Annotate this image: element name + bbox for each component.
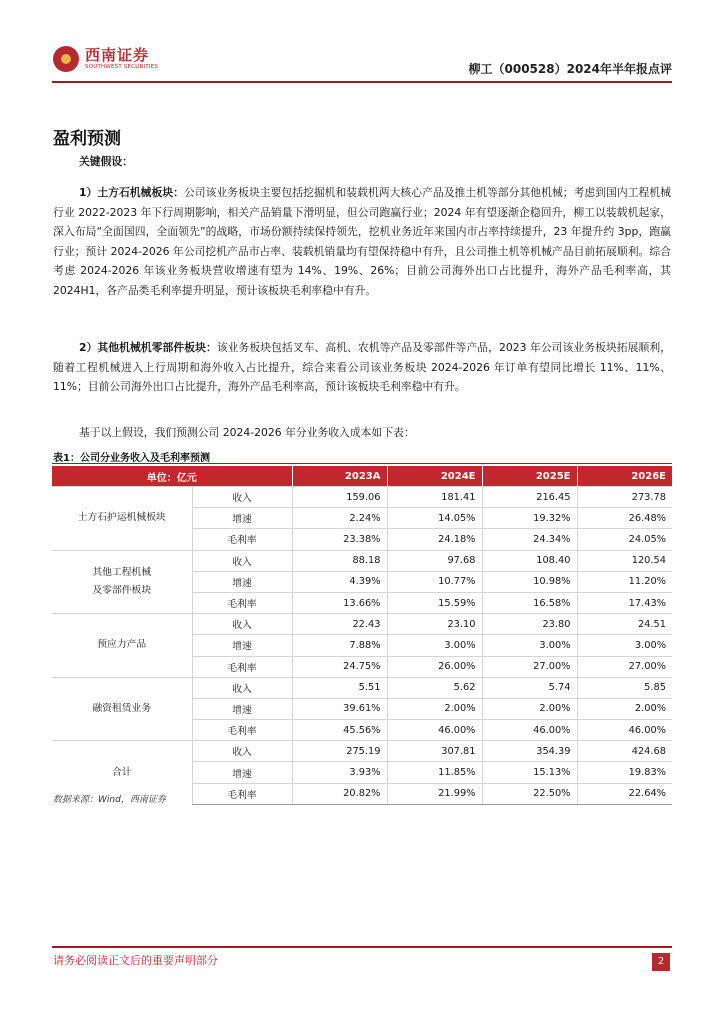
paragraph-earthmoving-body: 公司该业务板块主要包括挖掘机和装载机两大核心产品及推土机等部分其他机械；考虑到国内工程机械行业 2022-2023 年下行周期影响，相关产品销量下滑明显，但公司跑赢行业；2024 年有望逐渐企稳回升，柳工以装载机起家，深入布局“全面国四，全面领先”的战略，市场份额持续保持领先，挖机业务近年来国内市占率持续提升，23 年提升约 3pp，跑赢行业；预计 2024-2026 年公司挖机产品市占率、装载机销量均有望保持稳中有升，且公司推土机等机械产品目前拓展顺利。综合考虑 2024-2026 年该业务板块营收增速有望为 14%、19%、26%；目前公司海外出口占比提升，海外产品毛利率高，其2024H1，各产品类毛利率提升明显，预计该板块毛利率稳中有升。 — [53, 186, 671, 297]
value-cell: 354.39 — [482, 741, 577, 762]
value-cell: 7.88% — [292, 635, 387, 656]
value-cell: 13.66% — [292, 592, 387, 613]
value-cell: 24.05% — [577, 529, 672, 550]
value-cell: 97.68 — [387, 550, 482, 571]
value-cell: 216.45 — [482, 487, 577, 508]
value-cell: 26.48% — [577, 508, 672, 529]
table-row — [52, 487, 672, 508]
value-cell: 24.18% — [387, 529, 482, 550]
value-cell: 4.39% — [292, 571, 387, 592]
metric-label: 收入 — [192, 677, 292, 698]
value-cell: 22.43 — [292, 614, 387, 635]
value-cell: 19.32% — [482, 508, 577, 529]
value-cell: 10.77% — [387, 571, 482, 592]
year-header: 2023A — [292, 466, 387, 487]
metric-label: 增速 — [192, 508, 292, 529]
unit-label: 单位：亿元 — [52, 466, 292, 487]
report-title: 柳工（000528）2024年半年报点评 — [468, 62, 672, 76]
forecast-table — [52, 466, 672, 805]
metric-label: 毛利率 — [192, 656, 292, 677]
section-title: 盈利预测 — [53, 129, 121, 149]
logo-text-en: SOUTHWEST SECURITIES — [85, 64, 159, 70]
value-cell: 23.38% — [292, 529, 387, 550]
metric-label: 收入 — [192, 550, 292, 571]
value-cell: 15.59% — [387, 592, 482, 613]
value-cell: 159.06 — [292, 487, 387, 508]
segment-name: 土方石护运机械板块 — [52, 487, 192, 551]
year-header: 2026E — [577, 466, 672, 487]
value-cell: 20.82% — [292, 783, 387, 804]
value-cell: 21.99% — [387, 783, 482, 804]
value-cell: 17.43% — [577, 592, 672, 613]
page-number: 2 — [652, 953, 670, 971]
table-body — [52, 487, 672, 805]
value-cell: 2.00% — [577, 698, 672, 719]
value-cell: 3.00% — [482, 635, 577, 656]
year-header: 2025E — [482, 466, 577, 487]
footer-divider — [52, 946, 672, 948]
value-cell: 46.00% — [387, 720, 482, 741]
value-cell: 307.81 — [387, 741, 482, 762]
paragraph-other-machinery-body: 该业务板块包括叉车、高机、农机等产品及零部件等产品，2023 年公司该业务板块拓展顺利，随着工程机械进入上行周期和海外收入占比提升，综合来看公司该业务板块 2024-2026 年订单有望同比增长 11%、11%、11%；目前公司海外出口占比提升，海外产品毛利率高，预计该板块毛利率稳中有升。 — [53, 341, 671, 393]
metric-label: 增速 — [192, 635, 292, 656]
value-cell: 2.00% — [387, 698, 482, 719]
value-cell: 14.05% — [387, 508, 482, 529]
paragraph-earthmoving — [53, 183, 671, 300]
table-caption: 表1：公司分业务收入及毛利率预测 — [53, 453, 210, 464]
metric-label: 毛利率 — [192, 720, 292, 741]
value-cell: 120.54 — [577, 550, 672, 571]
disclaimer: 请务必阅读正文后的重要声明部分 — [53, 954, 218, 967]
table-row — [52, 614, 672, 635]
value-cell: 27.00% — [482, 656, 577, 677]
value-cell: 22.50% — [482, 783, 577, 804]
value-cell: 26.00% — [387, 656, 482, 677]
segment-name: 预应力产品 — [52, 614, 192, 678]
value-cell: 5.85 — [577, 677, 672, 698]
value-cell: 275.19 — [292, 741, 387, 762]
segment-name: 其他工程机械 及零部件板块 — [52, 550, 192, 614]
value-cell: 3.00% — [577, 635, 672, 656]
value-cell: 11.85% — [387, 762, 482, 783]
company-logo — [53, 44, 163, 78]
value-cell: 24.51 — [577, 614, 672, 635]
metric-label: 收入 — [192, 741, 292, 762]
value-cell: 5.62 — [387, 677, 482, 698]
value-cell: 3.00% — [387, 635, 482, 656]
metric-label: 毛利率 — [192, 783, 292, 804]
table-row — [52, 677, 672, 698]
logo-emblem-icon — [53, 46, 79, 72]
value-cell: 11.20% — [577, 571, 672, 592]
value-cell: 23.10 — [387, 614, 482, 635]
year-header: 2024E — [387, 466, 482, 487]
table-caption-divider — [52, 463, 672, 464]
value-cell: 46.00% — [577, 720, 672, 741]
value-cell: 24.75% — [292, 656, 387, 677]
value-cell: 273.78 — [577, 487, 672, 508]
metric-label: 毛利率 — [192, 529, 292, 550]
value-cell: 5.74 — [482, 677, 577, 698]
value-cell: 2.00% — [482, 698, 577, 719]
segment-name: 合计 — [52, 741, 192, 805]
key-assumptions-label: 关键假设： — [79, 155, 133, 168]
value-cell: 3.93% — [292, 762, 387, 783]
paragraph-earthmoving-lead: 1）土方石机械板块： — [79, 186, 184, 199]
logo-text-cn: 西南证券 — [85, 46, 150, 64]
table-row — [52, 550, 672, 571]
metric-label: 收入 — [192, 487, 292, 508]
value-cell: 19.83% — [577, 762, 672, 783]
value-cell: 39.61% — [292, 698, 387, 719]
data-source: 数据来源：Wind，西南证券 — [53, 795, 166, 805]
value-cell: 181.41 — [387, 487, 482, 508]
value-cell: 88.18 — [292, 550, 387, 571]
paragraph-forecast-intro: 基于以上假设，我们预测公司 2024-2026 年分业务收入成本如下表： — [79, 426, 415, 439]
table-header-row — [52, 466, 672, 487]
value-cell: 424.68 — [577, 741, 672, 762]
metric-label: 增速 — [192, 571, 292, 592]
value-cell: 16.58% — [482, 592, 577, 613]
value-cell: 2.24% — [292, 508, 387, 529]
value-cell: 108.40 — [482, 550, 577, 571]
value-cell: 46.00% — [482, 720, 577, 741]
table-row — [52, 741, 672, 762]
metric-label: 增速 — [192, 762, 292, 783]
value-cell: 22.64% — [577, 783, 672, 804]
value-cell: 24.34% — [482, 529, 577, 550]
value-cell: 45.56% — [292, 720, 387, 741]
metric-label: 收入 — [192, 614, 292, 635]
value-cell: 10.98% — [482, 571, 577, 592]
metric-label: 毛利率 — [192, 592, 292, 613]
paragraph-other-machinery — [53, 338, 671, 397]
value-cell: 15.13% — [482, 762, 577, 783]
header-divider — [52, 81, 672, 83]
value-cell: 23.80 — [482, 614, 577, 635]
segment-name: 融资租赁业务 — [52, 677, 192, 741]
paragraph-other-machinery-lead: 2）其他机械机零部件板块： — [79, 341, 217, 354]
value-cell: 27.00% — [577, 656, 672, 677]
value-cell: 5.51 — [292, 677, 387, 698]
metric-label: 增速 — [192, 698, 292, 719]
